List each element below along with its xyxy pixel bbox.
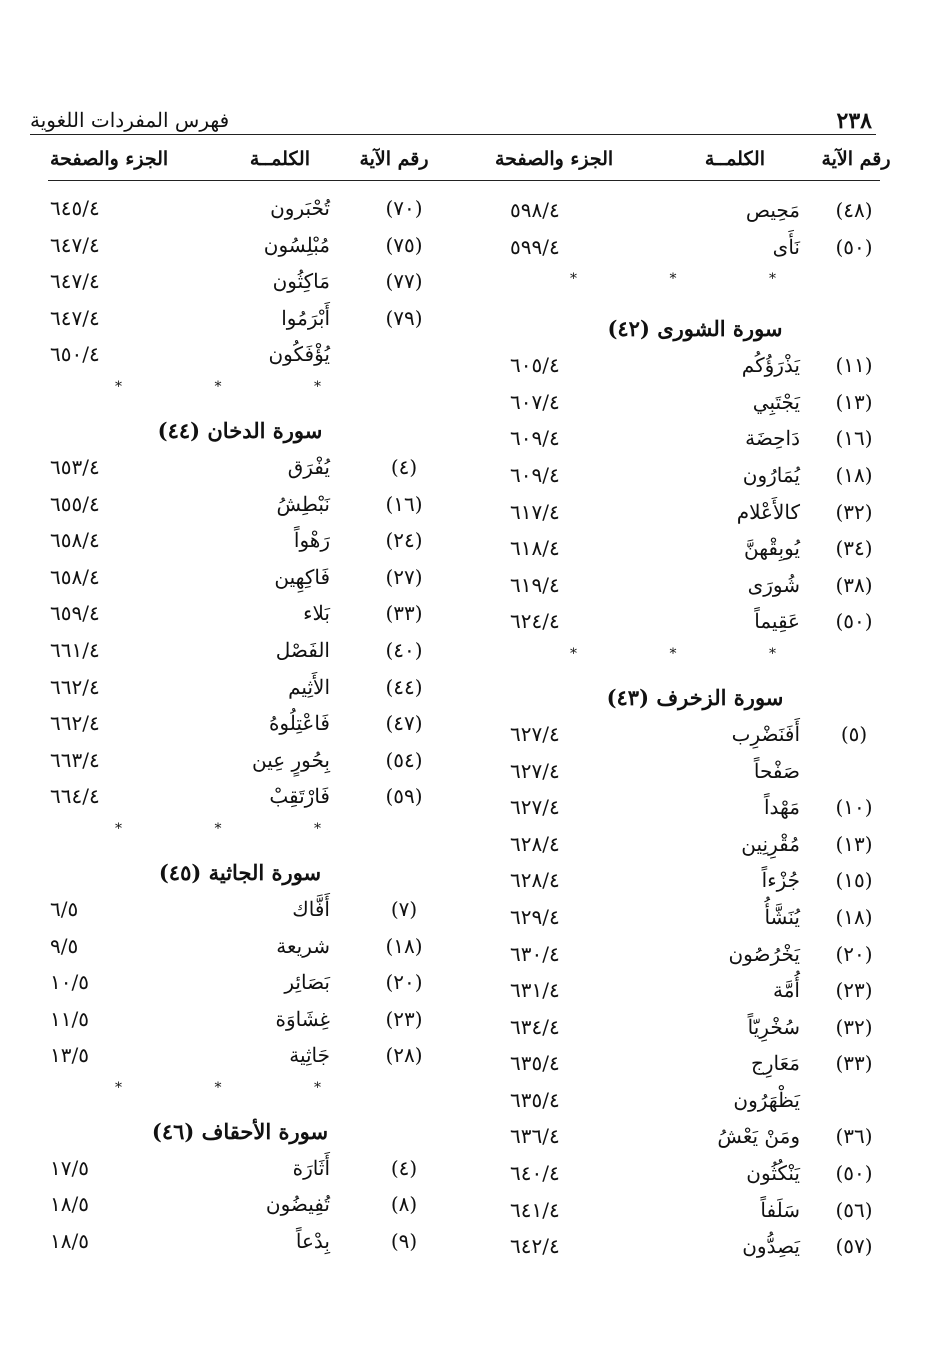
volume-page: ٦٥٣/٤ [50,454,100,479]
index-entry [50,192,430,229]
entry-word: أَبْرَمُوا [281,305,330,330]
volume-page: ٦٤٠/٤ [510,1161,560,1186]
entry-word: فَاعْتِلُوهُ [268,711,330,736]
index-entry [510,569,880,606]
entry-word: جُزْءاً [761,868,800,893]
aya-number: (٥٠) [835,1161,873,1186]
aya-number: (٥٧) [835,1234,873,1259]
index-entry [50,561,430,598]
entry-word: بَصَائِر [284,970,330,995]
volume-page: ٦٣٥/٤ [510,1051,560,1076]
surah-heading-ahqaf: سورة الأحقاف (٤٦) [151,1118,329,1144]
index-entry [510,755,880,792]
entry-word: تُحْبَرون [270,196,330,220]
entry-word: مَحِيص [745,198,800,222]
volume-page: ٦٥٥/٤ [50,491,100,516]
volume-page: ٦٦٢/٤ [50,711,100,736]
aya-number: (٤٨) [835,198,873,222]
index-entry [510,1194,880,1231]
entry-word: مُقْرِنِين [741,831,800,856]
entry-word: نَأَى [772,234,800,259]
aya-number: (٣٤) [835,536,873,561]
index-entry [510,1120,880,1157]
aya-number: (٢٣) [835,978,873,1003]
aya-number: (١٣) [835,389,873,414]
volume-page: ٦٠٩/٤ [510,462,560,487]
volume-page: ٦٥٠/٤ [50,342,100,367]
volume-page: ٦٣٠/٤ [510,941,560,966]
volume-page: ٦٦٤/٤ [50,784,100,809]
header-word: الكلمــة [704,148,765,170]
volume-page: ١٨/٥ [50,1229,89,1254]
aya-number: (١٥) [835,868,873,893]
surah-heading-jathiya: سورة الجاثية (٤٥) [158,859,322,885]
right-column [495,144,891,1267]
entry-word: يَظْهَرُون [733,1087,800,1112]
entry-word: أَثَارَة [292,1155,330,1180]
volume-page: ٦/٥ [50,896,79,921]
header-aya: رقم الآية [821,148,891,170]
aya-number: (٥٠) [835,609,873,634]
entry-word: عَقِيماً [754,609,800,634]
header-page: الجزء والصفحة [50,148,169,170]
header-rule [30,134,876,135]
volume-page: ١٧/٥ [50,1155,89,1180]
entry-word: أَفَّاك [292,896,330,921]
index-entry [50,524,430,561]
volume-page: ٦٦٣/٤ [50,747,100,772]
volume-page: ٦٣١/٤ [510,978,560,1003]
index-entry [510,938,880,975]
volume-page: ١٨/٥ [50,1192,89,1217]
running-title: فهرس المفردات اللغوية [30,108,230,132]
entry-word: نَبْطِشُ [276,491,330,516]
volume-page: ٦٥٨/٤ [50,528,100,553]
index-entry [510,459,880,496]
separator-stars: * * * [570,271,820,288]
aya-number: (٢٧) [385,564,423,589]
entry-word: أُمَّة [773,978,800,1003]
aya-number: (٢٨) [385,1043,423,1068]
index-entry [50,338,430,375]
aya-number: (١٠) [835,795,873,820]
aya-number: (٤٠) [385,637,423,662]
volume-page: ٦٤٧/٤ [50,232,100,257]
index-entry [510,194,880,231]
volume-page: ٦٣٦/٤ [510,1124,560,1149]
aya-number: (٣٢) [835,1014,873,1039]
index-entry [510,828,880,865]
volume-page: ٥٩٨/٤ [510,198,560,222]
page-number: ٢٣٨ [836,108,872,134]
aya-number: (١٦) [835,426,873,451]
volume-page: ٦٥٨/٤ [50,564,100,589]
volume-page: ٦٣٤/٤ [510,1014,560,1039]
volume-page: ٦١٩/٤ [510,572,560,597]
index-entry [50,744,430,781]
entry-word: شريعة [276,933,330,958]
aya-number: (٤) [390,454,418,479]
aya-number: (٤) [390,1155,418,1180]
volume-page: ٦٠٥/٤ [510,353,560,378]
entry-word: كالأَعْلام [736,499,800,524]
aya-number: (٣٣) [835,1051,873,1076]
index-entry [50,893,430,930]
aya-number: (٧٠) [385,196,423,220]
entry-word: أَفَنَضْرِب [731,721,800,746]
aya-number: (٥٦) [835,1197,873,1222]
index-entry [510,1084,880,1121]
entry-word: مَهْداً [764,795,800,820]
index-entry [50,1039,430,1076]
volume-page: ٦٢٧/٤ [510,795,560,820]
volume-page: ٦٤٢/٤ [510,1234,560,1259]
aya-number: (٤٤) [385,674,423,699]
index-entry [510,422,880,459]
volume-page: ٦٢٨/٤ [510,868,560,893]
aya-number: (٩) [390,1229,418,1254]
index-entry [510,349,880,386]
entry-word: بِحُورٍ عِين [251,747,330,772]
volume-page: ٦٢٧/٤ [510,758,560,783]
entry-word: مَاكِثُون [272,269,330,294]
volume-page: ٦٦٢/٤ [50,674,100,699]
index-entry [50,265,430,302]
volume-page: ٦٤٥/٤ [50,196,100,220]
index-entry [50,930,430,967]
aya-number: (٢٣) [385,1006,423,1031]
header-word: الكلمــة [249,148,310,170]
index-entry [50,671,430,708]
index-entry [510,974,880,1011]
volume-page: ١٣/٥ [50,1043,89,1068]
aya-number: (١٨) [835,904,873,929]
surah-heading-shura: سورة الشورى (٤٢) [607,316,783,342]
entry-word: فَاكِهِين [274,564,330,589]
volume-page: ٥٩٩/٤ [510,234,560,259]
entry-word: جَاثِية [289,1043,330,1068]
index-entry [50,1003,430,1040]
aya-number: (٥) [840,721,868,746]
entry-word: بَلاء [303,601,330,626]
index-entry [50,302,430,339]
index-entry [50,451,430,488]
volume-page: ٦٢٩/٤ [510,904,560,929]
aya-number: (١٨) [385,933,423,958]
entry-word: صَفْحاً [753,758,800,783]
entry-word: يَصِدُّون [742,1234,800,1259]
entry-word: يُنَشَّأُ [764,904,800,929]
index-entry [510,386,880,423]
index-entry [510,901,880,938]
aya-number: (٧٧) [385,269,423,294]
aya-number: (٥٤) [385,747,423,772]
separator-stars: * * * [115,378,365,395]
volume-page: ١١/٥ [50,1006,89,1031]
entry-word: سَلَفاً [760,1197,800,1222]
index-entry [50,597,430,634]
entry-word: مُبْلِسُون [263,232,330,257]
entry-word: الفَصْل [275,637,330,662]
entry-word: يَخْرُصُون [728,941,800,966]
aya-number: (١٣) [835,831,873,856]
volume-page: ٦٠٧/٤ [510,389,560,414]
index-entry [50,488,430,525]
entry-word: تُفِيضُون [265,1192,330,1217]
entry-word: يَنْكُثُون [746,1161,800,1186]
aya-number: (١٦) [385,491,423,516]
entry-word: غِشَاوَة [275,1006,330,1031]
aya-number: (٥٩) [385,784,423,809]
volume-page: ٦٤١/٤ [510,1197,560,1222]
index-entry [50,966,430,1003]
surah-heading-zukhruf: سورة الزخرف (٤٣) [606,684,784,710]
entry-word: سُخْرِيّاً [747,1014,800,1039]
volume-page: ٦٦١/٤ [50,637,100,662]
left-column [50,144,430,1262]
running-header [30,108,876,136]
volume-page: ٦٢٤/٤ [510,609,560,634]
aya-number: (٣٣) [385,601,423,626]
entry-word: فَارْتَقِبْ [269,784,330,809]
aya-number: (٧) [390,896,418,921]
aya-number: (٣٨) [835,572,873,597]
index-entry [510,1157,880,1194]
volume-page: ٦٢٧/٤ [510,721,560,746]
aya-number: (٢٠) [835,941,873,966]
surah-heading-dukhan: سورة الدخان (٤٤) [157,417,323,443]
volume-page: ٩/٥ [50,933,79,958]
volume-page: ٦٣٥/٤ [510,1087,560,1112]
index-entry [50,634,430,671]
volume-page: ٦١٧/٤ [510,499,560,524]
index-entry [50,780,430,817]
index-entry [510,1011,880,1048]
separator-stars: * * * [570,645,820,662]
separator-stars: * * * [115,1079,365,1096]
entry-word: الأَثِيم [288,674,330,699]
volume-page: ٦٤٧/٤ [50,305,100,330]
aya-number: (٣٢) [835,499,873,524]
entry-word: شُورَى [747,572,800,597]
entry-word: يُفْرَق [287,454,330,479]
aya-number: (١٨) [835,462,873,487]
aya-number: (٢٠) [385,970,423,995]
aya-number: (٢٤) [385,528,423,553]
entry-word: يُمَارُون [742,462,800,487]
entry-word: يُوبِقْهنَّ [743,536,800,561]
column-header [50,144,430,180]
volume-page: ٦٢٨/٤ [510,831,560,856]
entry-word: رَهْواً [293,528,330,553]
index-entry [510,1047,880,1084]
entry-word: يَذْرَؤُكُم [741,353,800,378]
column-header-rule [48,180,880,181]
aya-number: (٤٧) [385,711,423,736]
aya-number: (٣٦) [835,1124,873,1149]
entry-word: يَجْتَبِي [752,389,800,414]
volume-page: ١٠/٥ [50,970,89,995]
index-entry [510,864,880,901]
volume-page: ٦٤٧/٤ [50,269,100,294]
entry-word: مَعَارِج [750,1051,800,1076]
aya-number: (٧٩) [385,305,423,330]
index-entry [510,605,880,642]
aya-number: (٥٠) [835,234,873,259]
entry-word: دَاحِضَة [745,426,800,451]
index-entry [510,791,880,828]
aya-number: (٨) [390,1192,418,1217]
volume-page: ٦١٨/٤ [510,536,560,561]
header-page: الجزء والصفحة [495,148,614,170]
index-entry [50,707,430,744]
separator-stars: * * * [115,820,365,837]
volume-page: ٦٥٩/٤ [50,601,100,626]
aya-number: (٧٥) [385,232,423,257]
entry-word: بِدْعاً [295,1229,330,1254]
index-entry [510,1230,880,1267]
index-entry [50,229,430,266]
index-entry [50,1225,430,1262]
index-entry [510,532,880,569]
index-entry [510,231,880,268]
index-entry [50,1152,430,1189]
index-entry [510,496,880,533]
header-aya: رقم الآية [359,148,429,170]
column-header [495,144,891,180]
index-entry [50,1188,430,1225]
index-entry [510,718,880,755]
aya-number: (١١) [835,353,873,378]
entry-word: يُؤْفَكُون [268,342,330,367]
entry-word: ومَنْ يَعْشُ [717,1124,800,1149]
volume-page: ٦٠٩/٤ [510,426,560,451]
